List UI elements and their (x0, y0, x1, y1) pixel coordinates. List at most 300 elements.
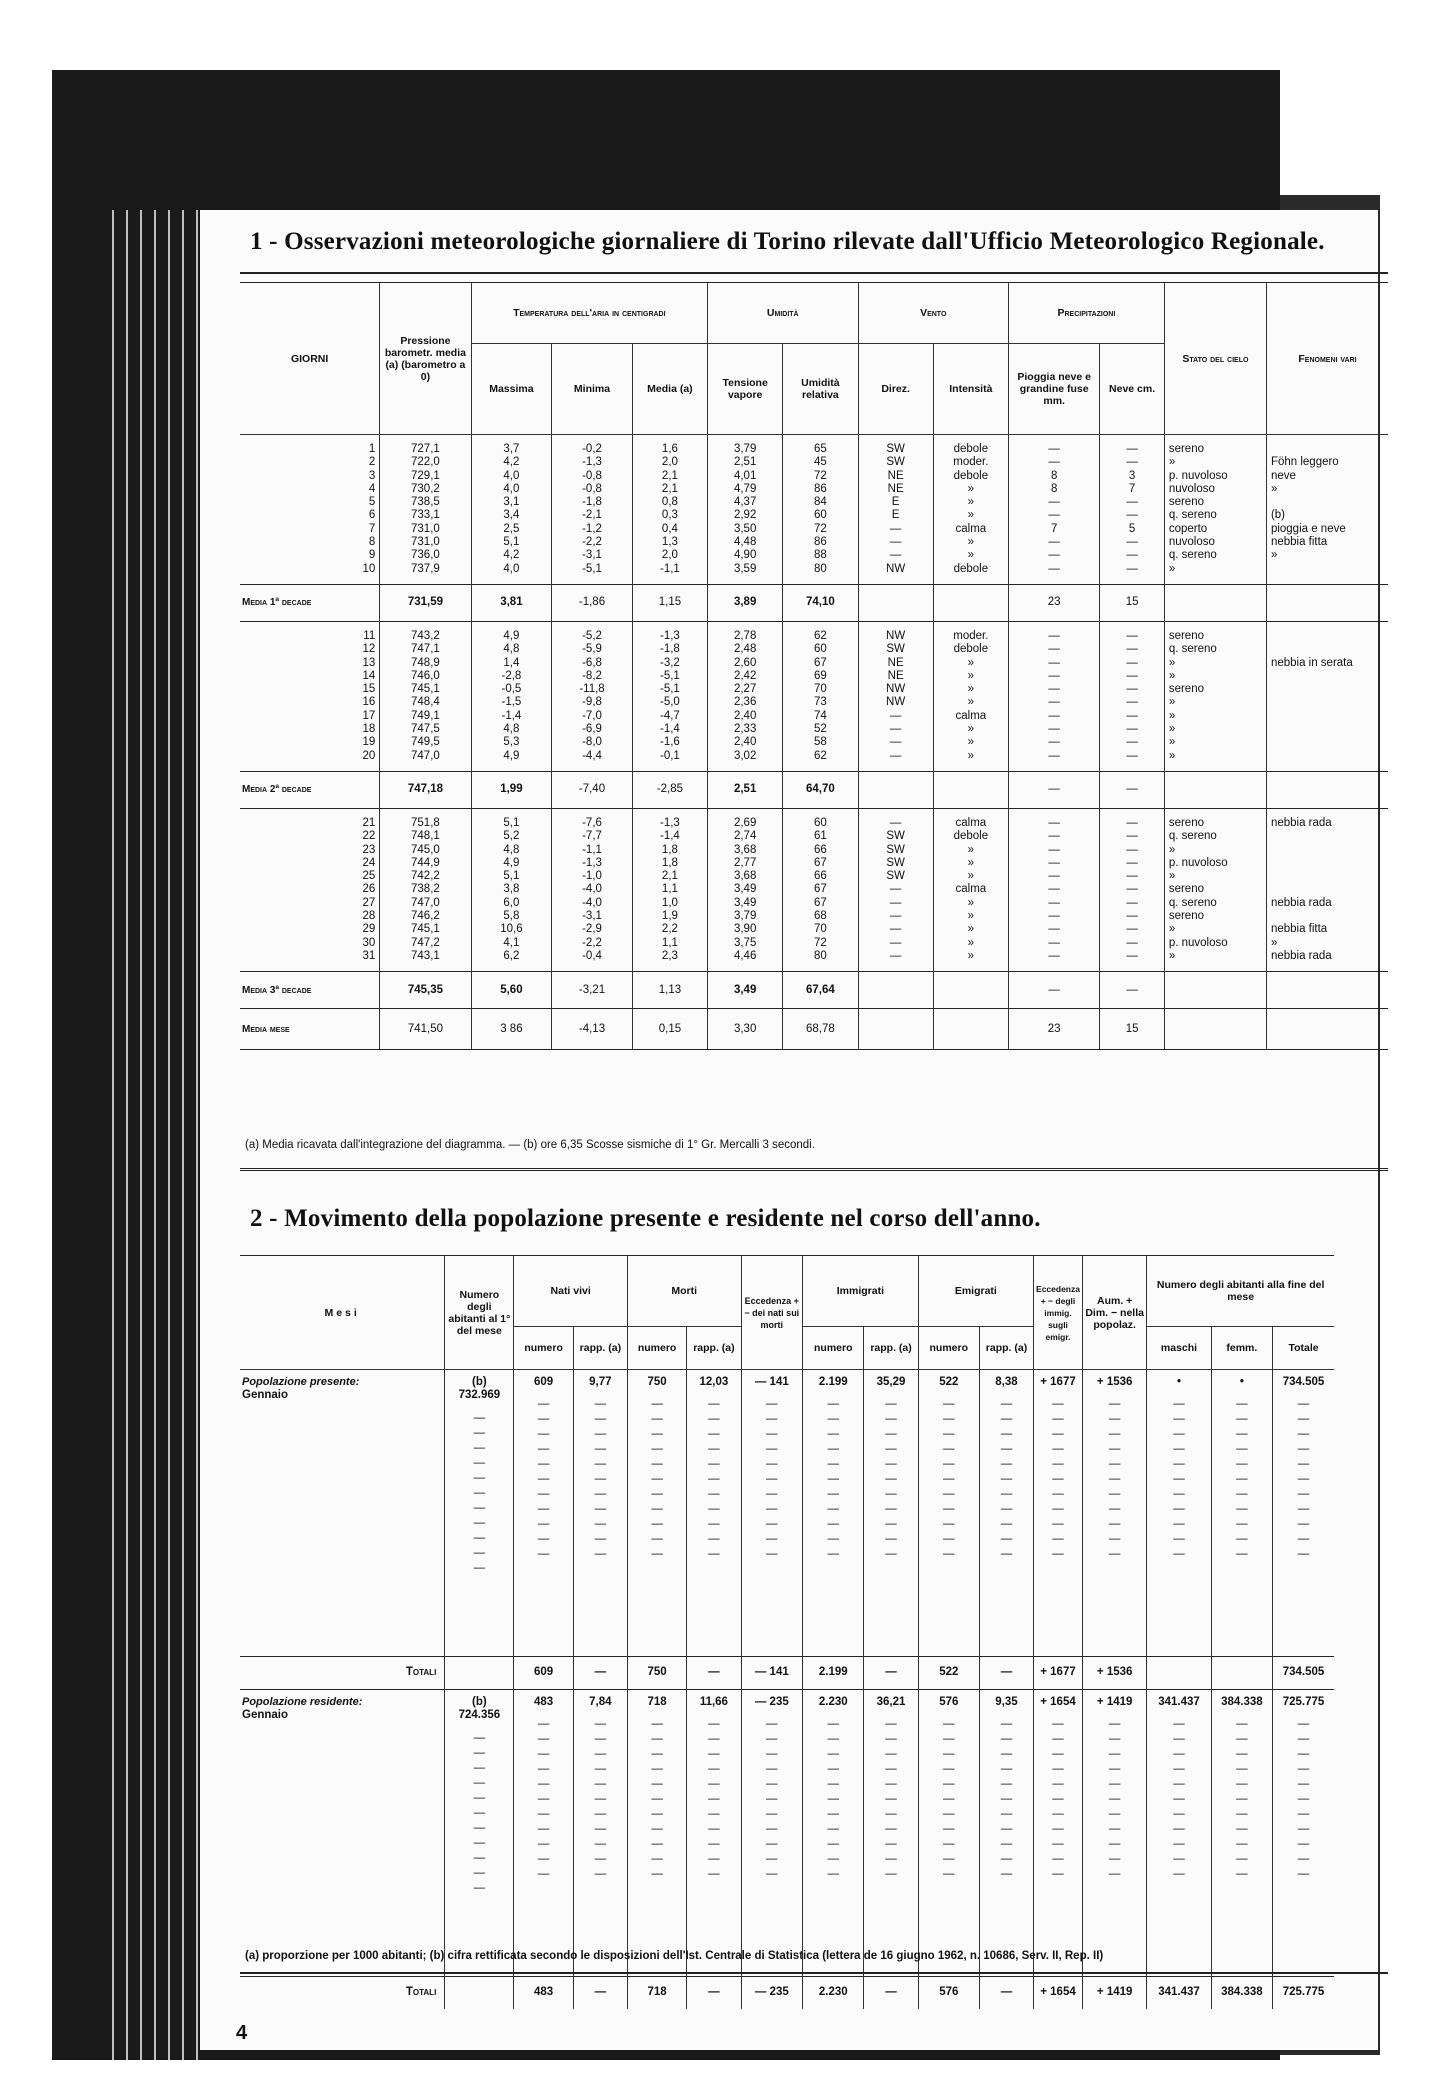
table-cell: 2,74 (733, 830, 757, 843)
empty-month-dashes: — — — — — — — — — — — (708, 1718, 720, 1881)
table-cell: q. sereno (1168, 549, 1217, 562)
population-cell (918, 1690, 979, 1977)
table-cell: 70 (814, 683, 827, 696)
table-cell: 86 (814, 536, 827, 549)
table-cell: — (1048, 723, 1060, 736)
table-cell: » (967, 549, 975, 562)
month-mean-cell: 0,15 (632, 1009, 707, 1050)
table-cell: » (1168, 870, 1176, 883)
table-cell: 3,90 (733, 923, 757, 936)
table-cell: 1,6 (661, 443, 678, 455)
table-cell: moder. (953, 456, 989, 469)
table-cell: 4,46 (733, 949, 757, 962)
table-cell: — (1126, 830, 1138, 843)
table-cell: -3,1 (582, 910, 602, 923)
table-cell: 2,40 (733, 736, 757, 749)
month-mean-cell (1164, 1009, 1266, 1050)
month-name: Gennaio (242, 1389, 289, 1402)
cell-value: 7,84 (589, 1696, 612, 1708)
table-cell: 4,2 (503, 549, 520, 562)
table-cell: -2,1 (582, 509, 602, 522)
header-aumento-diminuzione: Aum. + Dim. − nella popolaz. (1082, 1256, 1146, 1370)
header-numero-abitanti: Numero degli abitanti al 1° del mese (445, 1256, 514, 1370)
snow-values (1100, 808, 1164, 971)
table-cell: 2,33 (733, 723, 757, 736)
table2-title: 2 - Movimento della popolazione presente e residente nel corso dell'anno. (250, 1205, 1041, 1232)
table-cell: 3,4 (503, 509, 520, 522)
population-cell (445, 1370, 514, 1657)
table-cell: 66 (814, 870, 827, 883)
header-immigrati-rapp: rapp. (a) (864, 1327, 918, 1370)
table-cell: 744,9 (411, 856, 440, 869)
table-cell: -1,8 (660, 643, 680, 656)
total-cell (445, 1977, 514, 2010)
vapor-tension-values (708, 435, 783, 585)
cell-stack (863, 817, 929, 963)
month-mean-cell: 3,30 (708, 1009, 783, 1050)
empty-month-dashes: — — — — — — — — — — — (473, 1731, 486, 1894)
table-cell: 722,0 (411, 456, 440, 469)
population-cell (864, 1690, 918, 1977)
table-cell: — (1048, 843, 1060, 856)
table-cell: 747,1 (411, 643, 440, 656)
empty-month-dashes: — — — — — — — — — — — (1236, 1398, 1248, 1561)
cell-value: 11,66 (699, 1696, 728, 1708)
total-cell: — (573, 1657, 627, 1690)
table-cell: 2,0 (661, 549, 678, 562)
table-cell: debole (953, 443, 989, 455)
table-cell: 748,4 (411, 696, 440, 709)
table-cell: 58 (814, 736, 827, 749)
table-cell: — (1048, 870, 1060, 883)
decade-mean-row (240, 584, 1388, 621)
table-cell: — (1048, 736, 1060, 749)
cell-stack (938, 817, 1004, 963)
cell-stack (1169, 630, 1262, 763)
table-cell: 30 (362, 936, 376, 949)
cell-stack (863, 443, 929, 576)
table-cell: 1,4 (503, 656, 520, 669)
table-cell: » (967, 870, 975, 883)
table-cell: — (889, 536, 902, 549)
table-cell: — (1126, 696, 1138, 709)
table-cell: 730,2 (411, 482, 440, 495)
total-cell: + 1654 (1034, 1977, 1083, 2010)
cell-value: 522 (939, 1376, 959, 1388)
cell-value: 576 (939, 1696, 959, 1708)
table-cell: 60 (814, 509, 827, 522)
table-cell: 10,6 (500, 923, 523, 936)
table-cell: » (1270, 482, 1278, 495)
table-cell: 3,02 (733, 749, 757, 762)
table-cell: 61 (814, 830, 827, 843)
table-cell: debole (953, 643, 989, 656)
wind-intensity-values (933, 621, 1008, 771)
table-cell: — (1126, 536, 1138, 549)
month-label (240, 1690, 445, 1977)
header-emigrati: Emigrati (918, 1256, 1033, 1327)
mean-cell: 2,51 (708, 771, 783, 808)
table-cell: 5,8 (503, 910, 520, 923)
table-cell (1271, 496, 1384, 509)
table-cell: 3,59 (733, 562, 757, 575)
table-cell: 60 (814, 816, 827, 829)
table-cell: 9 (368, 549, 376, 562)
table-cell: » (1168, 723, 1176, 736)
decade-rows (240, 435, 1388, 585)
header-immigrati-numero: numero (803, 1327, 864, 1370)
total-cell: 2.230 (803, 1977, 864, 2010)
table-cell: -3,2 (660, 656, 680, 669)
empty-month-dashes: — — — — — — — — — — — (651, 1398, 663, 1561)
table-cell: — (1048, 816, 1060, 829)
mean-cell: -2,85 (632, 771, 707, 808)
table-cell: 16 (362, 696, 376, 709)
table-cell: -2,9 (582, 923, 602, 936)
table-cell: 742,2 (411, 870, 440, 883)
page-number: 4 (236, 2022, 248, 2044)
empty-month-dashes: — — — — — — — — — — — (766, 1718, 778, 1881)
table-cell: 731,0 (411, 522, 440, 535)
table-cell: 0,3 (661, 509, 678, 522)
mean-cell (933, 584, 1008, 621)
sky-state-values (1164, 808, 1266, 971)
section-label: Popolazione residente: (242, 1696, 363, 1708)
table-cell: 751,8 (411, 816, 440, 829)
population-cell (627, 1370, 686, 1657)
table-cell: — (1126, 509, 1138, 522)
table-cell: 3,75 (733, 936, 757, 949)
empty-month-dashes: — — — — — — — — — — — (473, 1411, 486, 1574)
table-cell: 29 (362, 923, 376, 936)
table-cell: » (967, 949, 975, 962)
table-cell: SW (886, 443, 905, 455)
month-label (240, 1370, 445, 1657)
snow-values (1100, 621, 1164, 771)
table-cell: pioggia e neve (1270, 522, 1346, 535)
table-cell: 1,9 (661, 910, 678, 923)
table-cell: 2 (368, 456, 376, 469)
table-cell: 4,0 (503, 482, 520, 495)
header-stato: Stato del cielo (1164, 283, 1266, 435)
min-temp-values (552, 435, 633, 585)
table-cell: — (1126, 549, 1138, 562)
header-precipitazioni: Precipitazioni (1008, 283, 1164, 344)
table-cell: » (967, 843, 975, 856)
pressure-values (380, 808, 471, 971)
table-cell: 1,8 (661, 856, 678, 869)
weather-table (240, 282, 1388, 1050)
table-cell: -1,3 (582, 456, 602, 469)
total-cell: + 1536 (1082, 1657, 1146, 1690)
table-cell (1271, 643, 1384, 656)
table-cell: 5,3 (503, 736, 520, 749)
population-cell (627, 1690, 686, 1977)
table-cell: 745,1 (411, 923, 440, 936)
cell-stack (938, 630, 1004, 763)
mean-cell: 15 (1100, 584, 1164, 621)
cell-value: 609 (534, 1376, 554, 1388)
table-cell: -1,3 (660, 629, 680, 642)
table-cell (1271, 870, 1384, 883)
table-cell: — (1048, 549, 1060, 562)
table-cell: » (967, 936, 975, 949)
table-cell: -6,8 (582, 656, 602, 669)
mean-cell: -1,86 (552, 584, 633, 621)
cell-value: 2.230 (818, 1696, 848, 1708)
table-cell: 4,79 (733, 482, 757, 495)
day-numbers (240, 808, 380, 971)
table-cell: nebbia in serata (1270, 656, 1353, 669)
table-cell: 4,90 (733, 549, 757, 562)
table-cell: sereno (1168, 443, 1204, 455)
table-cell: -4,7 (660, 709, 680, 722)
table-cell: 8 (1050, 482, 1058, 495)
table-cell: 2,40 (733, 709, 757, 722)
cell-stack (556, 443, 628, 576)
pressure-values (380, 621, 471, 771)
table-cell: -2,8 (501, 669, 522, 682)
table-cell: (b) (1270, 509, 1285, 522)
mean-cell: 1,15 (632, 584, 707, 621)
table-cell: q. sereno (1168, 830, 1217, 843)
table2-footnote: (a) proporzione per 1000 abitanti; (b) cifra rettificata secondo le disposizioni dell'Ist. Centrale di Statistica (lettera de 16 giugno 1962, n. 10686, Serv. II, Rep. II) (245, 1950, 1104, 1962)
table-cell: -0,2 (582, 443, 602, 455)
mean-temp-values (632, 435, 707, 585)
table-cell: — (1126, 949, 1138, 962)
table-cell: -0,8 (582, 469, 602, 482)
table-cell: 2,60 (733, 656, 757, 669)
table-cell: 12 (362, 643, 376, 656)
mean-cell: 3,49 (708, 972, 783, 1009)
header-nati-rapp: rapp. (a) (573, 1327, 627, 1370)
header-umidita: Umidità (708, 283, 858, 344)
empty-month-dashes: — — — — — — — — — — — (1173, 1398, 1185, 1561)
table-cell: 4,9 (503, 629, 520, 642)
table-cell: — (1126, 936, 1138, 949)
table-cell: calma (955, 522, 987, 535)
table-cell: 4,9 (503, 749, 520, 762)
population-presente-row (240, 1370, 1388, 1657)
total-cell: — (979, 1977, 1033, 2010)
table-cell: -9,8 (582, 696, 602, 709)
table-cell: 14 (362, 669, 376, 682)
mean-cell: 1,13 (632, 972, 707, 1009)
cell-value: • (1176, 1376, 1181, 1388)
cell-stack (938, 443, 1004, 576)
cell-value: 724.356 (458, 1709, 501, 1722)
table-cell: » (1168, 456, 1176, 469)
table-cell: -5,0 (660, 696, 680, 709)
table-cell: — (1048, 683, 1060, 696)
max-temp-values (471, 435, 552, 585)
population-cell (979, 1690, 1033, 1977)
mean-cell (1164, 771, 1266, 808)
total-cell: — (864, 1657, 918, 1690)
cell-value: + 1654 (1040, 1696, 1076, 1708)
table-cell: nebbia rada (1270, 816, 1332, 829)
table-cell (1271, 750, 1384, 763)
table-cell: 52 (814, 723, 827, 736)
total-cell: — 235 (741, 1977, 803, 2010)
table-cell: 72 (814, 469, 827, 482)
empty-month-dashes: — — — — — — — — — — — (1173, 1718, 1185, 1881)
population-cell (741, 1370, 803, 1657)
table-cell: 4,8 (503, 723, 520, 736)
table-cell: 26 (362, 883, 376, 896)
table-cell: — (1126, 749, 1138, 762)
empty-month-dashes: — — — — — — — — — — — (943, 1398, 955, 1561)
table-cell: — (1048, 709, 1060, 722)
cell-value: 384.338 (1221, 1696, 1263, 1708)
empty-month-dashes: — — — — — — — — — — — (827, 1718, 840, 1881)
snow-values (1100, 435, 1164, 585)
table-cell: » (1168, 669, 1176, 682)
header-femmine: femm. (1211, 1327, 1272, 1370)
table-cell: 3,1 (503, 496, 520, 509)
table-cell: — (889, 883, 902, 896)
mean-cell: 1,99 (471, 771, 552, 808)
wind-direction-values (858, 621, 933, 771)
table-cell: 3,49 (733, 896, 757, 909)
table-cell: 72 (814, 522, 827, 535)
table-cell: — (1126, 656, 1138, 669)
day-numbers (240, 435, 380, 585)
table-cell: » (967, 683, 975, 696)
total-cell: — (687, 1657, 741, 1690)
header-giorni: GIORNI (240, 283, 380, 435)
mean-cell (1266, 972, 1388, 1009)
table-cell: nebbia fitta (1270, 536, 1328, 549)
humidity-values (783, 621, 858, 771)
section-label: Popolazione presente: (242, 1376, 360, 1388)
table-cell: 747,0 (411, 749, 440, 762)
divider (240, 272, 1388, 274)
table-cell: sereno (1168, 683, 1204, 696)
table-cell: — (1126, 723, 1138, 736)
cell-value: 8,38 (995, 1376, 1018, 1388)
month-mean-cell: 23 (1008, 1009, 1099, 1050)
table-cell: -2,2 (582, 536, 602, 549)
table-cell: 3,50 (733, 522, 757, 535)
table-cell: 4,0 (503, 469, 520, 482)
table-cell: 2,2 (661, 923, 678, 936)
table-cell: — (1048, 896, 1060, 909)
table-cell: 88 (814, 549, 827, 562)
cell-stack (863, 630, 929, 763)
header-morti-numero: numero (627, 1327, 686, 1370)
sky-state-values (1164, 435, 1266, 585)
table-cell: -2,2 (582, 936, 602, 949)
table-cell: 20 (362, 749, 376, 762)
mean-cell: — (1008, 771, 1099, 808)
month-mean-cell: 3 86 (471, 1009, 552, 1050)
wind-direction-values (858, 808, 933, 971)
table-cell: -1,1 (582, 843, 602, 856)
mean-label: Media 1ª decade (240, 584, 380, 621)
table-cell: -3,1 (582, 549, 602, 562)
table-cell: 747,5 (411, 723, 440, 736)
header-massima: Massima (471, 344, 552, 435)
table-cell: — (1126, 896, 1138, 909)
mean-cell (1164, 584, 1266, 621)
table-cell: 4,48 (733, 536, 757, 549)
total-cell: 522 (918, 1657, 979, 1690)
mean-cell: 23 (1008, 584, 1099, 621)
table-cell: 11 (363, 629, 376, 642)
empty-month-dashes: — — — — — — — — — — — (766, 1398, 778, 1561)
table-cell: q. sereno (1168, 643, 1217, 656)
population-cell (1273, 1690, 1334, 1977)
header-nati-vivi: Nati vivi (514, 1256, 627, 1327)
table-cell: nebbia rada (1270, 896, 1332, 909)
table-cell: 5,1 (503, 536, 520, 549)
population-residente-row (240, 1690, 1388, 1977)
cell-stack (1104, 817, 1159, 963)
table-cell: 31 (362, 949, 376, 962)
header-mesi: Mesi (240, 1256, 445, 1370)
population-cell (864, 1370, 918, 1657)
table-cell: 1,8 (661, 843, 678, 856)
table-cell: -1,4 (660, 830, 680, 843)
month-mean-cell (933, 1009, 1008, 1050)
empty-month-dashes: — — — — — — — — — — — (1000, 1718, 1013, 1881)
table-cell: — (1126, 443, 1138, 455)
table-cell: NW (886, 629, 906, 642)
table-cell: 746,2 (411, 910, 440, 923)
table-cell: — (1048, 696, 1060, 709)
table-cell: NW (886, 562, 906, 575)
cell-stack (1013, 817, 1095, 963)
mean-cell (933, 771, 1008, 808)
population-cell (803, 1690, 864, 1977)
table-cell (1271, 710, 1384, 723)
table-cell: » (967, 509, 975, 522)
cell-stack (637, 630, 703, 763)
table-cell: 45 (814, 456, 827, 469)
population-cell (1082, 1370, 1146, 1657)
table-cell: -7,6 (582, 816, 602, 829)
table-cell: » (967, 856, 975, 869)
scan-margin-corner (1280, 70, 1430, 195)
table-cell: 5 (1128, 522, 1136, 535)
cell-value: • (1239, 1376, 1244, 1388)
table-cell: » (1168, 949, 1176, 962)
table-cell: » (1168, 736, 1176, 749)
empty-month-dashes: — — — — — — — — — — — (1297, 1718, 1310, 1881)
empty-month-dashes: — — — — — — — — — — — (827, 1398, 840, 1561)
table-cell: » (1168, 749, 1176, 762)
header-eccedenza-nati: Eccedenza + − dei nati sui morti (741, 1256, 803, 1370)
humidity-values (783, 435, 858, 585)
cell-stack (1013, 443, 1095, 576)
mean-cell: 3,89 (708, 584, 783, 621)
cell-value: — 235 (754, 1696, 789, 1708)
table-cell: NE (887, 469, 904, 482)
total-cell: + 1419 (1082, 1977, 1146, 2010)
cell-value: 725.775 (1282, 1696, 1325, 1708)
table-cell: » (967, 656, 975, 669)
mean-cell (1164, 972, 1266, 1009)
cell-stack (1104, 443, 1159, 576)
table-cell: nebbia rada (1270, 949, 1332, 962)
table-cell: 8 (368, 536, 376, 549)
table-cell: — (1126, 843, 1138, 856)
population-cell (514, 1690, 573, 1977)
table-cell: — (1126, 870, 1138, 883)
header-minima: Minima (552, 344, 633, 435)
table-cell: 2,77 (733, 856, 757, 869)
